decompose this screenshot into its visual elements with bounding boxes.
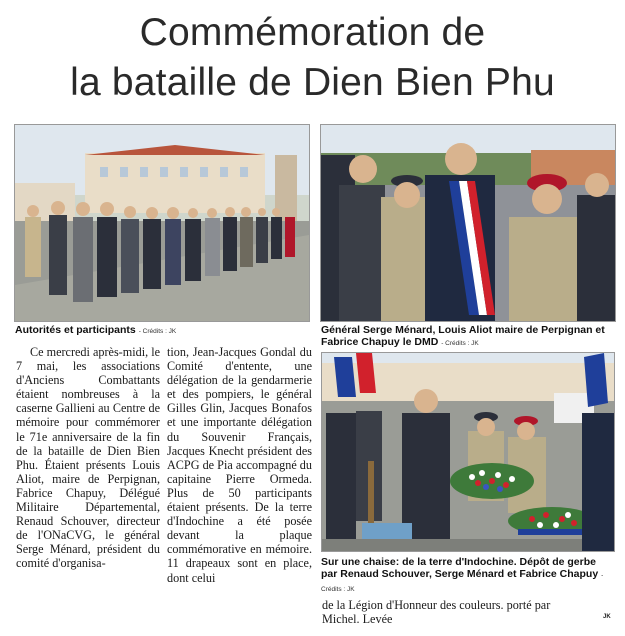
photo-credit: - Crédits : JK xyxy=(321,572,604,593)
photo-authorities-image xyxy=(15,125,309,321)
photo-officials xyxy=(320,124,616,322)
photo-officials-image xyxy=(321,125,615,321)
photo-credit: - Crédits : JK xyxy=(138,328,177,335)
article-column-2 xyxy=(167,345,312,585)
article-text: Ce mercredi après-midi, le 7 mai, les associations d'Anciens Combattants étaient nombreuses à la caserne Gallieni au Centre de mémoire pour commémorer le 71e anniversaire de la fin de la bataille de Dien Bien Phu. Étaient présents Louis Aliot, maire de Perpignan, Fabrice Chapuy, Délégué Militaire Départemental, Renaud Schouver, directeur de l'ONaCVG, le général Serge Ménard, président du comité d'organisa- xyxy=(16,345,160,571)
article-text: de la Légion d'Honneur des couleurs. porté par Michel. Levée xyxy=(322,598,551,627)
page-title xyxy=(0,8,625,108)
author-initials: JK xyxy=(603,614,611,620)
article-column-1 xyxy=(16,345,160,571)
caption-photo-officials xyxy=(321,324,617,350)
photo-wreath-image xyxy=(322,353,614,551)
caption-text: Autorités et participants xyxy=(15,324,136,336)
title-line-2: la bataille de Dien Bien Phu xyxy=(70,61,555,104)
photo-wreath xyxy=(321,352,615,552)
article-column-3 xyxy=(322,598,562,626)
caption-photo-authorities xyxy=(15,324,309,338)
article-text: tion, Jean-Jacques Gondal du Comité d'entente, une délégation de la gendarmerie et des pompiers, le général Gilles Glin, Jacques Bonafos et une importante délégation du Souvenir Français, Jacques Knecht président des ACPG de Pia accompagné du capitaine Pierre Ormeda. Plus de 50 participants étaient présents. De la terre d'Indochine a été posée devant la plaque commémorative en mémoire. 11 drapeaux sont en place, dont celui xyxy=(167,345,312,585)
caption-text: Sur une chaise: de la terre d'Indochine. Dépôt de gerbe par Renaud Schouver, Serge Ménard et Fabrice Chapuy xyxy=(321,556,599,580)
caption-photo-wreath xyxy=(321,556,615,596)
photo-authorities xyxy=(14,124,310,322)
photo-credit: - Crédits : JK xyxy=(441,340,479,347)
title-line-1: Commémoration de xyxy=(139,11,486,54)
caption-text: Général Serge Ménard, Louis Aliot maire de Perpignan et Fabrice Chapuy le DMD xyxy=(321,324,605,348)
